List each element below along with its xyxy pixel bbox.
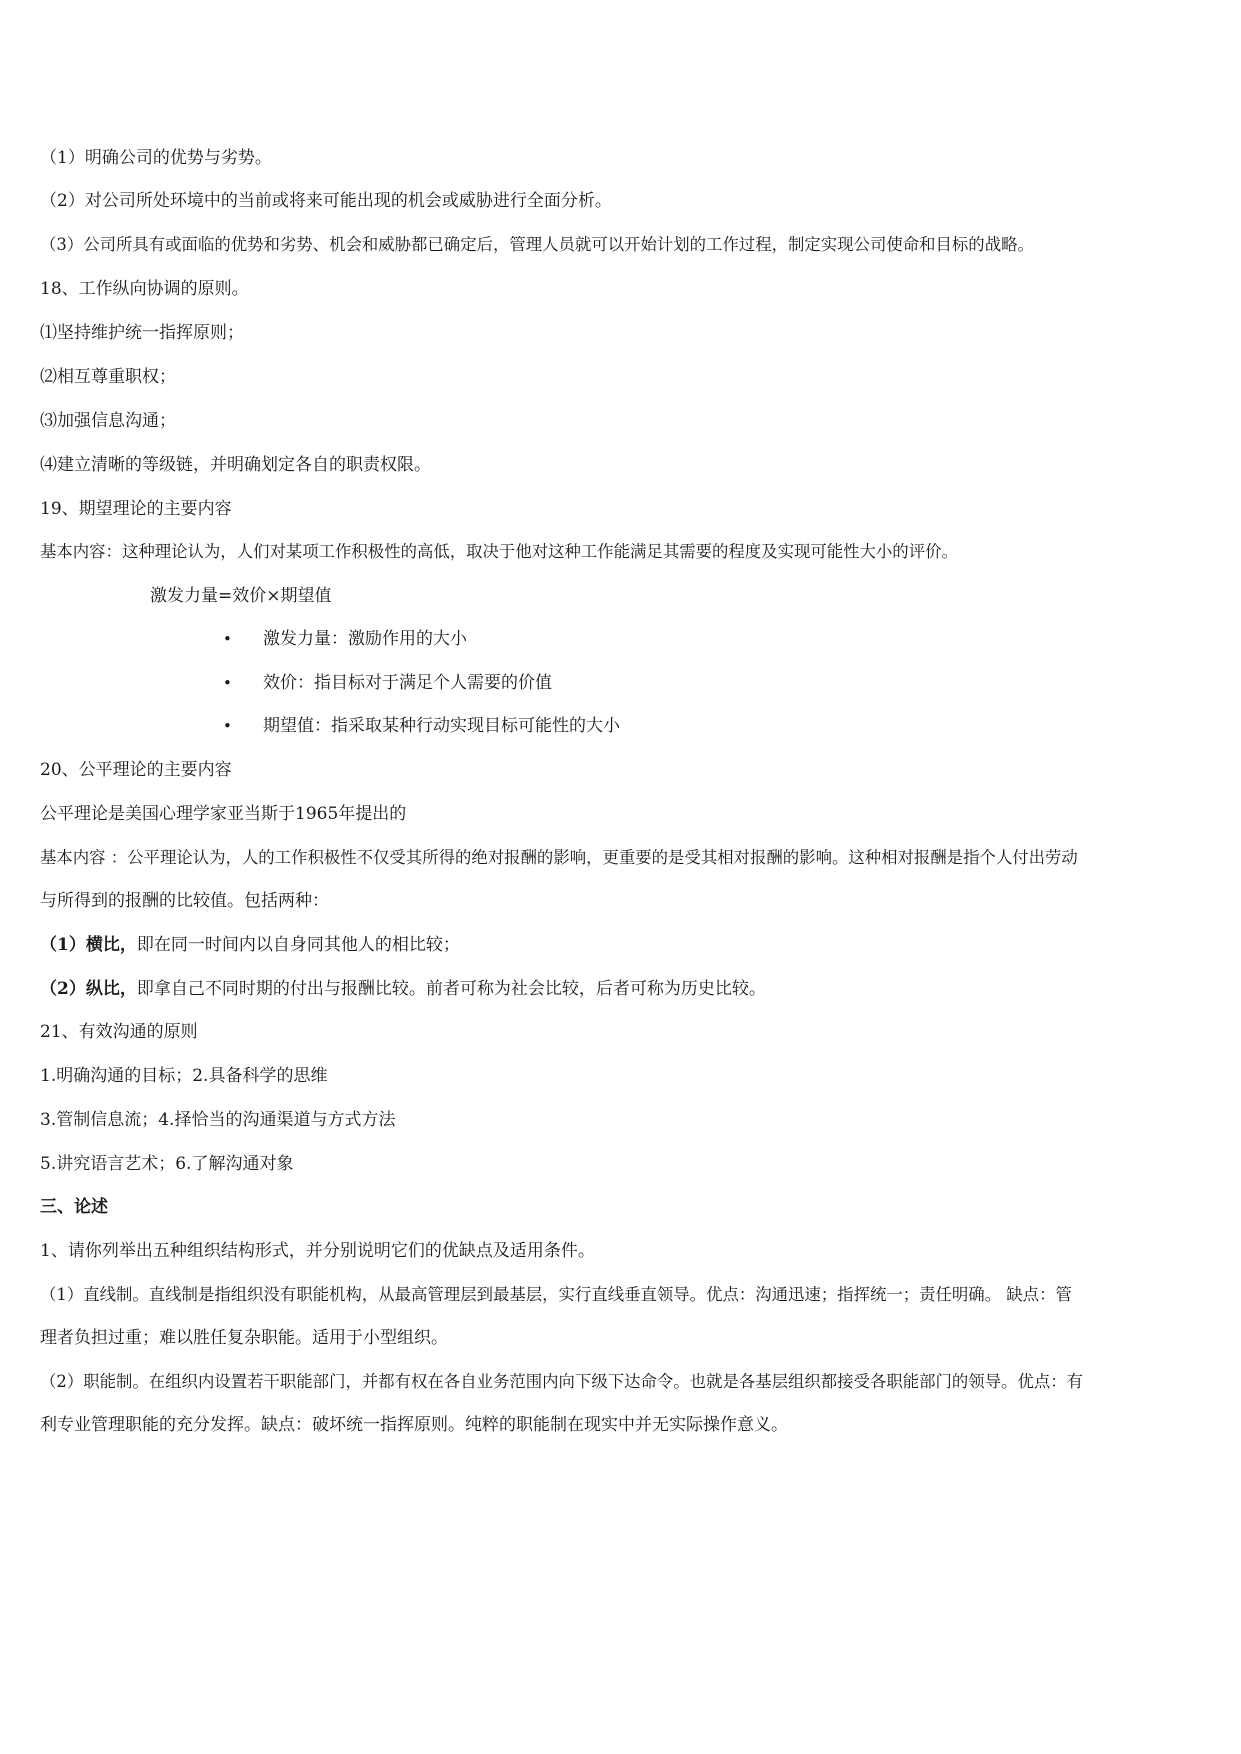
paragraph-20-basic-cont: 与所得到的报酬的比较值。包括两种：: [40, 891, 329, 911]
paragraph-functional-org-cont: 利专业管理职能的充分发挥。缺点：破坏统一指挥原则。纯粹的职能制在现实中并无实际操作意义。: [40, 1415, 788, 1435]
comparison-label: （2）纵比，: [40, 979, 137, 999]
bullet-text: 期望值：指采取某种行动实现目标可能性的大小: [263, 716, 620, 736]
paragraph-swot-3: （3）公司所具有或面临的优势和劣势、机会和威胁都已确定后，管理人员就可以开始计划的工作过程，制定实现公司使命和目标的战略。: [40, 235, 1034, 254]
paragraph-19-basic: 基本内容：这种理论认为，人们对某项工作积极性的高低，取决于他对这种工作能满足其需要的程度及实现可能性大小的评价。: [40, 542, 958, 561]
paragraph-swot-2: （2）对公司所处环境中的当前或将来可能出现的机会或威胁进行全面分析。: [40, 191, 612, 211]
comparison-text: 即在同一时间内以自身同其他人的相比较；: [136, 935, 460, 955]
bullet-text: 效价：指目标对于满足个人需要的价值: [263, 673, 552, 693]
formula-line: 激发力量=效价×期望值: [150, 586, 332, 606]
list-item-21-b: 3.管制信息流；4.择恰当的沟通渠道与方式方法: [40, 1110, 396, 1130]
list-item-21-c: 5.讲究语言艺术；6.了解沟通对象: [40, 1154, 294, 1174]
comparison-text: 即拿自己不同时期的付出与报酬比较。前者可称为社会比较，后者可称为历史比较。: [136, 979, 766, 999]
paragraph-20-basic: 基本内容 ：公平理论认为，人的工作积极性不仅受其所得的绝对报酬的影响，更重要的是受其相对报酬的影响。这种相对报酬是指个人付出劳动: [40, 848, 1078, 867]
heading-21: 21、有效沟通的原则: [40, 1022, 198, 1042]
list-item-18-2: ⑵相互尊重职权；: [40, 367, 176, 387]
paragraph-swot-1: （1）明确公司的优势与劣势。: [40, 148, 272, 168]
heading-19: 19、期望理论的主要内容: [40, 499, 232, 519]
comparison-label: （1）横比，: [40, 935, 137, 955]
list-item-18-3: ⑶加强信息沟通；: [40, 411, 176, 431]
bullet-icon: •: [223, 717, 232, 735]
bullet-icon: •: [223, 674, 232, 692]
list-item-21-a: 1.明确沟通的目标；2.具备科学的思维: [40, 1066, 328, 1086]
bullet-icon: •: [223, 630, 232, 648]
bullet-text: 激发力量：激励作用的大小: [263, 629, 467, 649]
heading-20: 20、公平理论的主要内容: [40, 760, 232, 780]
paragraph-line-org-1: （1）直线制。直线制是指组织没有职能机构，从最高管理层到最基层，实行直线垂直领导。优点：沟通迅速；指挥统一；责任明确。 缺点：管: [40, 1285, 1072, 1304]
paragraph-20-intro: 公平理论是美国心理学家亚当斯于1965年提出的: [40, 804, 407, 824]
comparison-horizontal: [40, 934, 1221, 956]
question-1: 1、请你列举出五种组织结构形式，并分别说明它们的优缺点及适用条件。: [40, 1241, 595, 1261]
list-item-18-4: ⑷建立清晰的等级链，并明确划定各自的职责权限。: [40, 455, 431, 475]
comparison-vertical: [40, 978, 1221, 1000]
list-item-18-1: ⑴坚持维护统一指挥原则；: [40, 323, 244, 343]
heading-18: 18、工作纵向协调的原则。: [40, 279, 249, 299]
section-heading-discussion: 三、论述: [40, 1197, 108, 1217]
paragraph-line-org-1-cont: 理者负担过重；难以胜任复杂职能。适用于小型组织。: [40, 1328, 448, 1348]
paragraph-functional-org: （2）职能制。在组织内设置若干职能部门，并都有权在各自业务范围内向下级下达命令。也就是各基层组织都接受各职能部门的领导。优点：有: [40, 1372, 1084, 1391]
